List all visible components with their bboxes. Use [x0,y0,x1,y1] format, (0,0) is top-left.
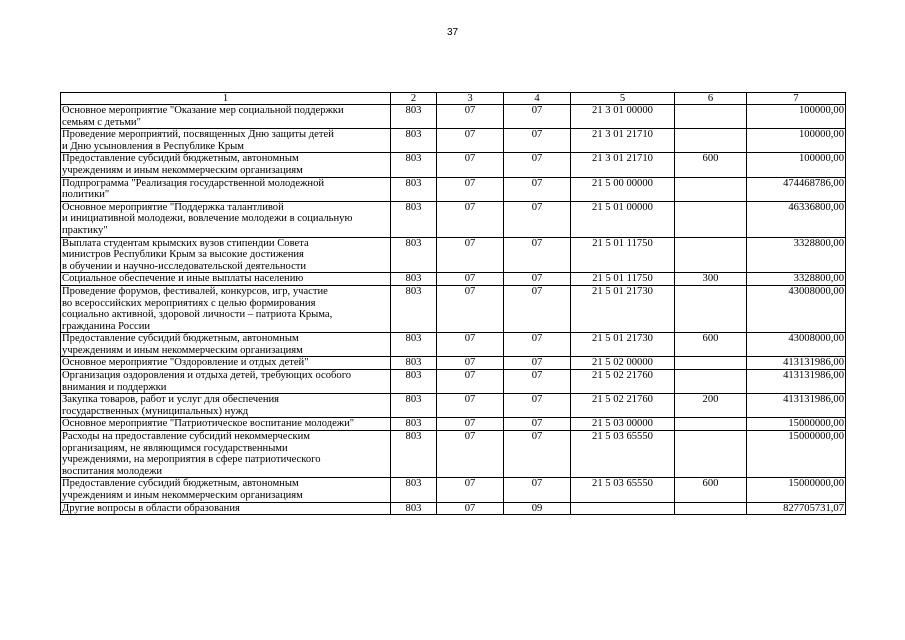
table-row [61,370,846,394]
amount-cell: 15000000,00 [747,431,846,478]
table-row [61,285,846,332]
header-row [61,93,846,105]
amount-cell: 3328800,00 [747,237,846,273]
cell-col4: 07 [504,418,571,431]
column-header: 5 [571,93,675,105]
cell-col4: 09 [504,502,571,515]
table-row [61,129,846,153]
row-name-cell: Закупка товаров, работ и услуг для обеспечения государственных (муниципальных) нужд [61,394,391,418]
cell-col6 [675,431,747,478]
cell-col2: 803 [391,201,437,237]
cell-col4: 07 [504,394,571,418]
amount-cell: 474468786,00 [747,177,846,201]
row-name-cell: Выплата студентам крымских вузов стипендии Совета министров Республики Крым за высокие достижения в обучении и научно-исследовательской деятельности [61,237,391,273]
page-number: 37 [446,27,459,38]
cell-col6 [675,177,747,201]
cell-col6: 300 [675,273,747,286]
cell-col4: 07 [504,129,571,153]
cell-col2: 803 [391,273,437,286]
row-name-cell: Предоставление субсидий бюджетным, автономным учреждениям и иным некоммерческим организациям [61,333,391,357]
cell-col5: 21 3 01 21710 [571,153,675,177]
amount-cell: 43008000,00 [747,285,846,332]
cell-col4: 07 [504,431,571,478]
cell-col6 [675,418,747,431]
cell-col2: 803 [391,370,437,394]
cell-col4: 07 [504,153,571,177]
table-row [61,237,846,273]
cell-col2: 803 [391,478,437,502]
cell-col5: 21 3 01 21710 [571,129,675,153]
column-header: 1 [61,93,391,105]
column-header: 4 [504,93,571,105]
cell-col2: 803 [391,129,437,153]
cell-col5: 21 5 02 21760 [571,370,675,394]
row-name-cell: Расходы на предоставление субсидий некоммерческим организациям, не являющимся государственными учреждениями, на мероприятия в сфере патриотического воспитания молодежи [61,431,391,478]
amount-cell: 413131986,00 [747,370,846,394]
column-header: 3 [437,93,504,105]
row-name-cell: Основное мероприятие "Оздоровление и отдых детей" [61,357,391,370]
budget-table [60,92,846,515]
cell-col6 [675,502,747,515]
column-header: 7 [747,93,846,105]
amount-cell: 827705731,07 [747,502,846,515]
table-row [61,177,846,201]
cell-col2: 803 [391,333,437,357]
cell-col3: 07 [437,394,504,418]
cell-col5: 21 3 01 00000 [571,105,675,129]
cell-col6: 600 [675,153,747,177]
cell-col2: 803 [391,418,437,431]
cell-col3: 07 [437,370,504,394]
cell-col6: 200 [675,394,747,418]
cell-col6 [675,370,747,394]
table-row [61,478,846,502]
row-name-cell: Проведение форумов, фестивалей, конкурсов, игр, участие во всероссийских мероприятиях с целью формирования социально активной, здоровой личности – патриота Крыма, гражданина России [61,285,391,332]
cell-col6: 600 [675,333,747,357]
cell-col2: 803 [391,431,437,478]
column-header: 2 [391,93,437,105]
table-row [61,431,846,478]
cell-col3: 07 [437,502,504,515]
cell-col6 [675,237,747,273]
cell-col6 [675,105,747,129]
cell-col4: 07 [504,201,571,237]
cell-col4: 07 [504,237,571,273]
cell-col4: 07 [504,273,571,286]
cell-col5: 21 5 01 21730 [571,333,675,357]
cell-col6 [675,201,747,237]
table-row [61,201,846,237]
amount-cell: 3328800,00 [747,273,846,286]
cell-col2: 803 [391,394,437,418]
cell-col3: 07 [437,273,504,286]
row-name-cell: Основное мероприятие "Патриотическое воспитание молодежи" [61,418,391,431]
cell-col4: 07 [504,333,571,357]
cell-col3: 07 [437,237,504,273]
cell-col2: 803 [391,502,437,515]
cell-col3: 07 [437,418,504,431]
cell-col2: 803 [391,153,437,177]
cell-col6 [675,285,747,332]
row-name-cell: Социальное обеспечение и иные выплаты населению [61,273,391,286]
cell-col4: 07 [504,478,571,502]
row-name-cell: Предоставление субсидий бюджетным, автономным учреждениям и иным некоммерческим организациям [61,478,391,502]
cell-col2: 803 [391,357,437,370]
table-row [61,333,846,357]
table-row [61,394,846,418]
cell-col4: 07 [504,357,571,370]
cell-col3: 07 [437,201,504,237]
cell-col5: 21 5 03 65550 [571,431,675,478]
table-row [61,502,846,515]
cell-col4: 07 [504,370,571,394]
cell-col3: 07 [437,153,504,177]
table-row [61,273,846,286]
cell-col3: 07 [437,478,504,502]
cell-col4: 07 [504,285,571,332]
row-name-cell: Организация оздоровления и отдыха детей, требующих особого внимания и поддержки [61,370,391,394]
cell-col5: 21 5 02 21760 [571,394,675,418]
cell-col5 [571,502,675,515]
cell-col5: 21 5 01 21730 [571,285,675,332]
table-row [61,357,846,370]
table-row [61,153,846,177]
amount-cell: 100000,00 [747,129,846,153]
cell-col2: 803 [391,177,437,201]
row-name-cell: Предоставление субсидий бюджетным, автономным учреждениям и иным некоммерческим организациям [61,153,391,177]
row-name-cell: Основное мероприятие "Поддержка талантливой и инициативной молодежи, вовлечение молодежи в социальную практику" [61,201,391,237]
table-row [61,105,846,129]
cell-col2: 803 [391,285,437,332]
cell-col3: 07 [437,129,504,153]
cell-col6 [675,357,747,370]
amount-cell: 413131986,00 [747,357,846,370]
cell-col5: 21 5 03 65550 [571,478,675,502]
amount-cell: 100000,00 [747,153,846,177]
cell-col5: 21 5 01 11750 [571,273,675,286]
amount-cell: 46336800,00 [747,201,846,237]
cell-col4: 07 [504,105,571,129]
cell-col5: 21 5 03 00000 [571,418,675,431]
table-row [61,418,846,431]
amount-cell: 43008000,00 [747,333,846,357]
cell-col5: 21 5 01 00000 [571,201,675,237]
row-name-cell: Подпрограмма "Реализация государственной молодежной политики" [61,177,391,201]
amount-cell: 413131986,00 [747,394,846,418]
cell-col6 [675,129,747,153]
column-header: 6 [675,93,747,105]
amount-cell: 15000000,00 [747,478,846,502]
cell-col6: 600 [675,478,747,502]
cell-col5: 21 5 02 00000 [571,357,675,370]
cell-col3: 07 [437,333,504,357]
row-name-cell: Основное мероприятие "Оказание мер социальной поддержки семьям с детьми" [61,105,391,129]
cell-col3: 07 [437,285,504,332]
cell-col2: 803 [391,105,437,129]
row-name-cell: Проведение мероприятий, посвященных Дню защиты детей и Дню усыновления в Республике Крым [61,129,391,153]
row-name-cell: Другие вопросы в области образования [61,502,391,515]
cell-col3: 07 [437,177,504,201]
cell-col3: 07 [437,105,504,129]
cell-col2: 803 [391,237,437,273]
amount-cell: 15000000,00 [747,418,846,431]
cell-col5: 21 5 01 11750 [571,237,675,273]
cell-col3: 07 [437,357,504,370]
cell-col3: 07 [437,431,504,478]
amount-cell: 100000,00 [747,105,846,129]
cell-col4: 07 [504,177,571,201]
cell-col5: 21 5 00 00000 [571,177,675,201]
